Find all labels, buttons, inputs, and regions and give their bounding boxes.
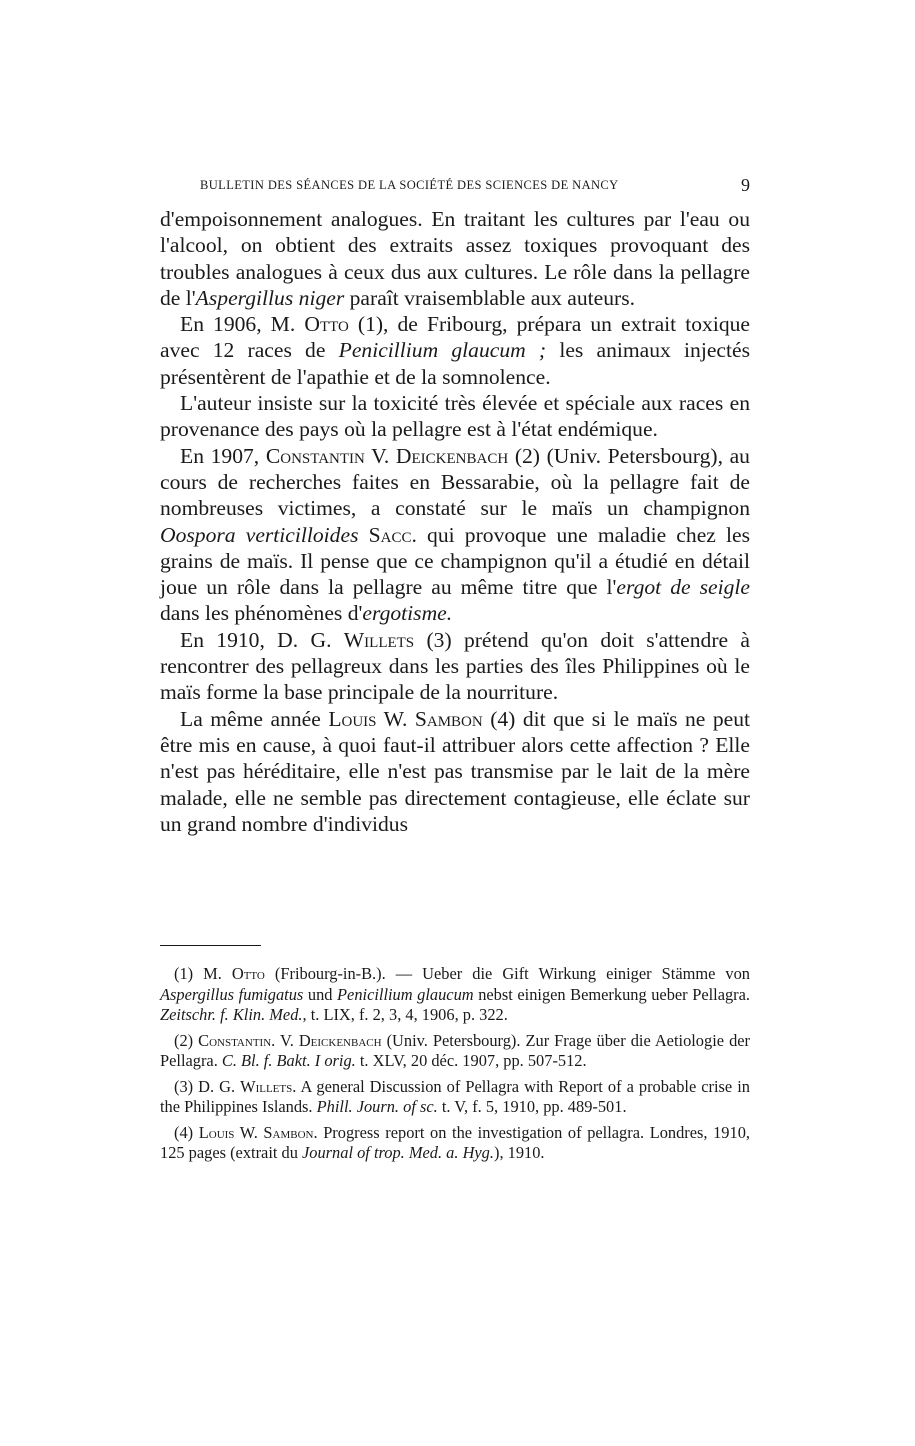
author-name: Louis W. Sambon [328, 706, 483, 731]
paragraph-2: En 1906, M. Otto (1), de Fribourg, prépara un extrait toxique avec 12 races de Penicillium glaucum ; les animaux injectés présentèrent de l'apathie et de la somnolence. [160, 312, 750, 389]
footnote-3: (3) D. G. Willets. A general Discussion of Pellagra with Report of a probable crise in the Philippines Islands. Phill. Journ. of sc. t. V, f. 5, 1910, pp. 489-501. [160, 1076, 750, 1116]
page-number: 9 [741, 175, 750, 195]
footnotes [160, 964, 750, 1169]
paragraph-3: L'auteur insiste sur la toxicité très élevée et spéciale aux races en provenance des pays où la pellagre est à l'état endémique. [160, 391, 750, 442]
running-title: BULLETIN DES SÉANCES DE LA SOCIÉTÉ DES SCIENCES DE NANCY [200, 178, 619, 192]
footnote-2: (2) Constantin. V. Deickenbach (Univ. Petersbourg). Zur Frage über die Aetiologie der Pellagra. C. Bl. f. Bakt. I orig. t. XLV, 20 déc. 1907, pp. 507-512. [160, 1030, 750, 1070]
footnote-1: (1) M. Otto (Fribourg-in-B.). — Ueber die Gift Wirkung einiger Stämme von Aspergillus fumigatus und Penicillium glaucum nebst einigen Bemerkung ueber Pellagra. Zeitschr. f. Klin. Med., t. LIX, f. 2, 3, 4, 1906, p. 322. [160, 964, 751, 1024]
author-name: Constantin V. Deickenbach [265, 443, 509, 468]
paragraph-6: La même année Louis W. Sambon (4) dit que si le maïs ne peut être mis en cause, à quoi faut-il attribuer alors cette affection ? Elle n'est pas héréditaire, elle n'est pas transmise par le lait de la mère malade, elle ne semble pas directement contagieuse, elle éclate sur un grand nombre d'individus [160, 706, 751, 836]
author-name: Willets [343, 627, 415, 652]
page-header [160, 175, 750, 198]
main-text [160, 206, 750, 837]
footnote-4: (4) Louis W. Sambon. Progress report on the investigation of pellagra. Londres, 1910, 125 pages (extrait du Journal of trop. Med. a. Hyg.), 1910. [160, 1122, 750, 1162]
paragraph-5: En 1910, D. G. Willets (3) prétend qu'on doit s'attendre à rencontrer des pellagreux dans les parties des îles Philippines où le maïs forme la base principale de la nourriture. [160, 627, 750, 705]
footnote-divider [160, 945, 261, 946]
paragraph-4: En 1907, Constantin V. Deickenbach (2) (Univ. Petersbourg), au cours de recherches faites en Bessarabie, où la pellagre fait de nombreuses victimes, a constaté sur le maïs un champignon Oospora verticilloides Sacc. qui provoque une maladie chez les grains de maïs. Il pense que ce champignon qu'il a étudié en détail joue un rôle dans la pellagre au même titre que l'ergot de seigle dans les phénomènes d'ergotisme. [160, 443, 751, 626]
author-name: Otto [304, 312, 349, 337]
paragraph-1: d'empoisonnement analogues. En traitant les cultures par l'eau ou l'alcool, on obtient des extraits assez toxiques provoquant des troubles analogues à ceux dus aux cultures. Le rôle dans la pellagre de l'Aspergillus niger paraît vraisemblable aux auteurs. [160, 207, 750, 310]
